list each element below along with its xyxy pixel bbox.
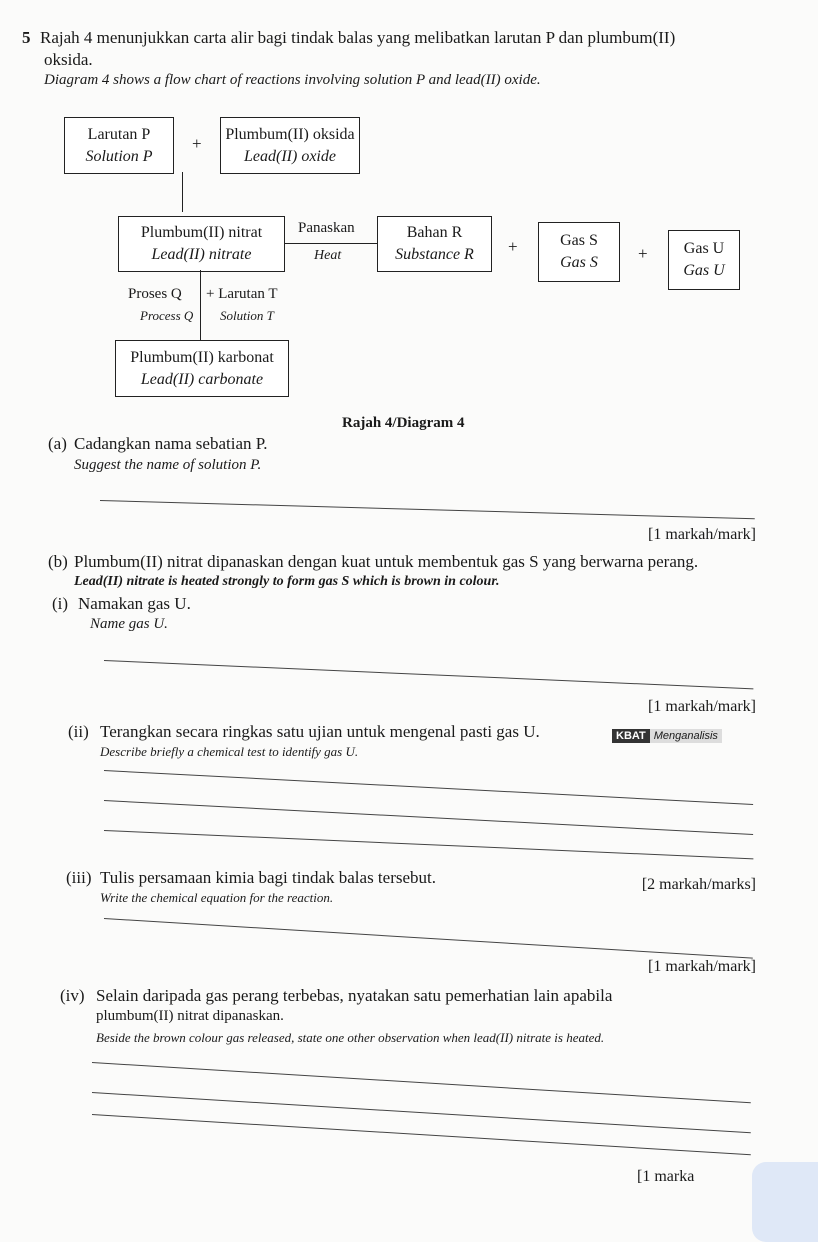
part-b-label: (b) — [48, 552, 68, 571]
part-bii-en: Describe briefly a chemical test to identify gas U. — [100, 744, 359, 759]
part-bii-label: (ii) — [68, 722, 89, 741]
part-bii-ms: Terangkan secara ringkas satu ujian untuk mengenal pasti gas U. — [100, 722, 540, 741]
part-biii-label: (iii) — [66, 868, 92, 887]
part-a-en: Suggest the name of solution P. — [74, 457, 262, 473]
part-bi-label: (i) — [52, 594, 69, 613]
label-ms: Plumbum(II) nitrat — [140, 224, 263, 241]
marks-bi: [1 markah/mark] — [648, 698, 756, 715]
label-ms: Bahan R — [406, 224, 463, 241]
label-ms: Gas S — [560, 232, 598, 249]
solution-t-en: Solution T — [220, 308, 274, 323]
box-lead-oxide — [220, 117, 360, 174]
diagram-caption: Rajah 4/Diagram 4 — [342, 415, 465, 431]
question-intro-ms-2: oksida. — [44, 50, 93, 69]
part-biv-ms-2: plumbum(II) nitrat dipanaskan. — [96, 1008, 284, 1024]
label-en: Substance R — [395, 246, 474, 263]
marks-a: [1 markah/mark] — [648, 526, 756, 543]
page-corner-overlay — [752, 1162, 818, 1242]
marks-bii: [2 markah/marks] — [641, 876, 756, 893]
arrow-heat — [284, 243, 377, 244]
answer-line-bii-3[interactable] — [104, 830, 753, 859]
answer-line-bii-2[interactable] — [104, 800, 753, 835]
label-en: Lead(II) oxide — [244, 147, 336, 165]
solution-t-ms: + Larutan T — [206, 286, 278, 302]
kbat-badge — [606, 724, 722, 744]
marks-biii: [1 markah/mark] — [648, 958, 756, 975]
kbat-label: KBAT — [612, 729, 650, 743]
part-a-label: (a) — [48, 434, 67, 453]
question-intro-en: Diagram 4 shows a flow chart of reactions involving solution P and lead(II) oxide. — [44, 72, 541, 88]
label-ms: Larutan P — [87, 125, 151, 143]
box-gas-s — [538, 222, 620, 282]
part-bi-en: Name gas U. — [90, 616, 168, 632]
answer-line-biii[interactable] — [104, 918, 753, 959]
part-b-ms: Plumbum(II) nitrat dipanaskan dengan kuat untuk membentuk gas S yang berwarna perang. — [74, 552, 699, 571]
label-ms: Plumbum(II) karbonat — [130, 348, 274, 366]
plus-sign: + — [192, 134, 202, 153]
label-en: Solution P — [85, 147, 153, 165]
label-en: Lead(II) nitrate — [151, 246, 252, 263]
answer-line-a[interactable] — [100, 500, 755, 519]
part-a-ms: Cadangkan nama sebatian P. — [74, 434, 268, 453]
answer-line-biv-2[interactable] — [92, 1092, 751, 1133]
marks-biv: [1 marka — [637, 1168, 695, 1185]
answer-line-bi[interactable] — [104, 660, 753, 689]
part-biv-ms: Selain daripada gas perang terbebas, nyatakan satu pemerhatian lain apabila — [96, 986, 613, 1005]
process-q-ms: Proses Q — [128, 286, 182, 302]
label-ms: Plumbum(II) oksida — [225, 125, 355, 143]
plus-sign: + — [508, 237, 518, 256]
box-substance-r — [377, 216, 492, 272]
question-intro-ms: Rajah 4 menunjukkan carta alir bagi tindak balas yang melibatkan larutan P dan plumbum(II) — [40, 28, 676, 47]
box-gas-u — [668, 230, 740, 290]
question-number: 5 — [22, 28, 31, 47]
heat-label-ms: Panaskan — [298, 220, 355, 236]
box-solution-p — [64, 117, 174, 174]
label-en: Lead(II) carbonate — [140, 370, 264, 388]
part-bi-ms: Namakan gas U. — [78, 594, 191, 613]
label-ms: Gas U — [683, 240, 725, 257]
answer-line-bii-1[interactable] — [104, 770, 753, 805]
part-biv-label: (iv) — [60, 986, 85, 1005]
part-biii-ms: Tulis persamaan kimia bagi tindak balas tersebut. — [100, 868, 436, 887]
box-lead-nitrate — [118, 216, 285, 272]
part-biv-en: Beside the brown colour gas released, state one other observation when lead(II) nitrate is heated. — [96, 1030, 605, 1045]
kbat-level: Menganalisis — [650, 729, 722, 743]
box-lead-carbonate — [115, 340, 289, 397]
process-q-en: Process Q — [140, 308, 194, 323]
part-b-en: Lead(II) nitrate is heated strongly to form gas S which is brown in colour. — [74, 574, 500, 589]
label-en: Gas S — [560, 254, 598, 271]
label-en: Gas U — [683, 262, 725, 279]
heat-label-en: Heat — [314, 248, 342, 263]
arrow-down — [182, 172, 183, 212]
answer-line-biv-3[interactable] — [92, 1114, 751, 1155]
arrow-process-q — [200, 270, 201, 340]
plus-sign: + — [638, 244, 648, 263]
part-biii-en: Write the chemical equation for the reaction. — [100, 890, 334, 905]
